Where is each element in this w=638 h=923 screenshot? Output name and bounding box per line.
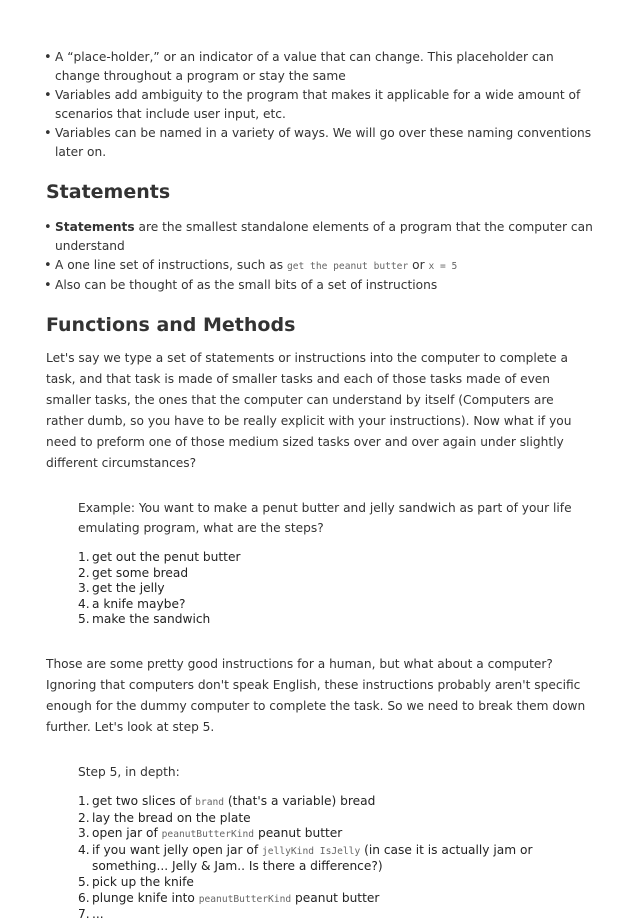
list-item: 3. open jar of peanutButterKind peanut butter xyxy=(78,826,343,841)
step5-list xyxy=(78,794,594,923)
list-item: 2. lay the bread on the plate xyxy=(78,810,251,825)
step5-intro: Step 5, in depth: xyxy=(78,764,180,779)
inline-code: x = 5 xyxy=(428,261,458,272)
list-item: 2. get some bread xyxy=(78,565,189,580)
inline-code: peanutButterKind xyxy=(198,893,292,905)
example-block xyxy=(78,498,594,628)
explanation-paragraph: Those are some pretty good instructions for a human, but what about a computer? Ignoring that computers don't speak English, these instructions probably aren't specific enough for the dummy computer to complete the task. So we need to break them down further. Let's look at step 5. xyxy=(46,656,586,734)
inline-code: peanutButterKind xyxy=(161,829,255,841)
list-item: 6. plunge knife into peanutButterKind peanut butter xyxy=(78,890,380,905)
list-item: 4. a knife maybe? xyxy=(78,596,186,611)
statements-term: Statements xyxy=(55,220,135,234)
statements-heading: Statements xyxy=(46,181,171,203)
statements-bullet-list xyxy=(46,218,594,295)
inline-code: jellyKind IsJelly xyxy=(262,845,361,857)
list-item: 7. ... xyxy=(78,907,104,922)
list-item: • Variables can be named in a variety of ways. We will go over these naming conventions later on. xyxy=(46,124,594,162)
list-item: 1. get two slices of brand (that's a variable) bread xyxy=(78,793,376,808)
inline-code: brand xyxy=(195,796,225,808)
list-item: 5. make the sandwich xyxy=(78,612,211,627)
list-item: • Variables add ambiguity to the program that makes it applicable for a wide amount of scenarios that include user input, etc. xyxy=(46,86,594,124)
variables-bullet-list xyxy=(46,48,594,162)
list-item: 1. get out the penut butter xyxy=(78,550,241,564)
list-item: • A “place-holder,” or an indicator of a value that can change. This placeholder can change throughout a program or stay the same xyxy=(46,48,594,86)
list-item: • A one line set of instructions, such as get the peanut butter or x = 5 xyxy=(46,256,594,276)
inline-code: get the peanut butter xyxy=(286,261,409,272)
list-item: • Also can be thought of as the small bits of a set of instructions xyxy=(46,276,594,295)
example-steps-list xyxy=(78,550,594,628)
functions-paragraph: Let's say we type a set of statements or instructions into the computer to complete a task, and that task is made of smaller tasks and each of those tasks made of even smaller tasks, the ones that the computer can understand by itself (Computers are rather dumb, so you have to be really explicit with your instructions). Now what if you need to preform one of those medium sized tasks over and over again under slightly different circumstances? xyxy=(46,351,572,470)
list-item: 5. pick up the knife xyxy=(78,874,194,889)
list-item: 3. get the jelly xyxy=(78,581,165,596)
step5-block xyxy=(78,762,594,923)
functions-heading: Functions and Methods xyxy=(46,314,296,336)
example-intro: Example: You want to make a penut butter and jelly sandwich as part of your life emulating program, what are the steps? xyxy=(78,501,572,535)
list-item: 4. if you want jelly open jar of jellyKind IsJelly (in case it is actually jam or something... Jelly & Jam.. Is there a difference?) xyxy=(78,842,533,874)
list-item: • Statements are the smallest standalone elements of a program that the computer can understand xyxy=(46,218,594,256)
